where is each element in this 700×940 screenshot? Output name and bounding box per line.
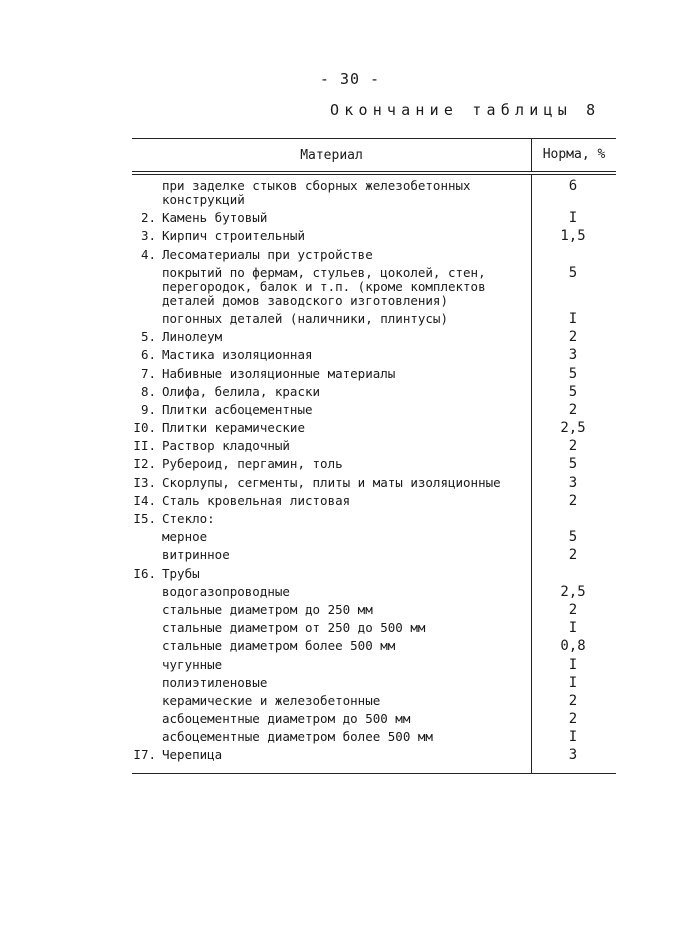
row-number: 3. xyxy=(140,228,156,244)
table-row xyxy=(132,658,616,672)
row-number xyxy=(132,658,162,672)
material-name: Стекло: xyxy=(162,511,215,526)
table-row xyxy=(132,694,616,708)
norm-value: 2,5 xyxy=(560,420,586,437)
material-name: асбоцементные диаметром до 500 мм xyxy=(162,711,411,727)
norm-value: I xyxy=(568,674,578,691)
material-name: Лесоматериалы при устройстве xyxy=(162,246,373,262)
material-name: полиэтиленовые xyxy=(162,674,268,690)
table-row xyxy=(132,512,616,526)
row-number: 8. xyxy=(140,383,156,399)
table-row xyxy=(132,179,616,207)
norm-value: 6 xyxy=(568,178,578,194)
table-row xyxy=(132,385,616,399)
table-header xyxy=(132,139,616,171)
table-caption: Окончание таблицы 8 xyxy=(330,101,601,119)
material-name: водогазопроводные xyxy=(162,583,290,599)
norm-value xyxy=(531,567,615,581)
material-name: асбоцементные диаметром более 500 мм xyxy=(162,729,433,745)
table-row xyxy=(132,494,616,508)
norm-value: 1,5 xyxy=(560,228,586,245)
table-row xyxy=(132,712,616,726)
row-number xyxy=(132,730,162,744)
material-name: Кирпич строительный xyxy=(162,228,305,244)
row-number xyxy=(132,639,162,653)
table-row xyxy=(132,312,616,326)
row-number xyxy=(132,312,162,326)
material-name: стальные диаметром более 500 мм xyxy=(162,638,396,654)
header-material: Материал xyxy=(300,147,363,163)
row-number xyxy=(132,548,162,562)
material-name: керамические и железобетонные xyxy=(162,692,381,708)
material-name: Плитки асбоцементные xyxy=(162,401,313,417)
material-name: Олифа, белила, краски xyxy=(162,383,321,399)
norm-value xyxy=(531,248,615,262)
table-row xyxy=(132,457,616,471)
table-row xyxy=(132,229,616,243)
norm-value: 3 xyxy=(568,747,578,764)
table-row xyxy=(132,548,616,562)
row-number: 2. xyxy=(140,210,156,226)
table-row xyxy=(132,421,616,435)
row-number: II. xyxy=(133,438,156,454)
norm-value: 2 xyxy=(568,547,578,564)
material-name: Набивные изоляционные материалы xyxy=(162,365,396,381)
row-number xyxy=(132,676,162,690)
table-row xyxy=(132,748,616,762)
norm-value xyxy=(531,512,615,526)
row-number: I6. xyxy=(133,565,156,581)
table-row xyxy=(132,211,616,225)
material-name: Линолеум xyxy=(162,329,223,345)
table-bottom-rule xyxy=(132,773,616,774)
table-row xyxy=(132,348,616,362)
row-number xyxy=(132,530,162,544)
material-name: витринное xyxy=(162,547,230,563)
row-number: I7. xyxy=(133,747,156,763)
norm-value: 2 xyxy=(568,401,578,418)
norm-value: 5 xyxy=(568,456,578,473)
table-row xyxy=(132,439,616,453)
material-name: Трубы xyxy=(162,565,200,581)
table-row xyxy=(132,266,616,308)
material-name: погонных деталей (наличники, плинтусы) xyxy=(162,310,448,326)
material-name: стальные диаметром от 250 до 500 мм xyxy=(162,620,426,636)
header-norm: Норма, % xyxy=(531,139,616,171)
table-row xyxy=(132,585,616,599)
material-name: покрытий по фермам, стульев, цоколей, стен, перегородок, балок и т.п. (кроме комплектов деталей домов заводского изготовления) xyxy=(162,264,486,308)
row-number: I0. xyxy=(133,420,156,436)
norm-value: 2 xyxy=(568,711,578,728)
norm-value: 0,8 xyxy=(560,638,586,655)
material-name: мерное xyxy=(162,529,208,545)
material-name: при заделке стыков сборных железобетонных конструкций xyxy=(162,178,471,207)
table-row xyxy=(132,330,616,344)
material-name: Черепица xyxy=(162,747,223,763)
norm-value: 2,5 xyxy=(560,583,586,600)
row-number xyxy=(132,694,162,708)
material-name: Камень бутовый xyxy=(162,210,268,226)
table-row xyxy=(132,248,616,262)
table-body xyxy=(132,175,616,773)
norm-value: 2 xyxy=(568,492,578,509)
norm-value: I xyxy=(568,310,578,327)
norm-value: 5 xyxy=(568,383,578,400)
row-number: I5. xyxy=(133,511,156,526)
table-row xyxy=(132,603,616,617)
row-number: 5. xyxy=(140,329,156,345)
table-row xyxy=(132,367,616,381)
norm-value: 2 xyxy=(568,438,578,455)
row-number: 7. xyxy=(140,365,156,381)
material-name: Скорлупы, сегменты, плиты и маты изоляционные xyxy=(162,474,501,490)
norm-value: 5 xyxy=(568,264,578,281)
row-number: I3. xyxy=(133,474,156,490)
norm-value: 2 xyxy=(568,329,578,346)
table-row xyxy=(132,403,616,417)
norm-value: 3 xyxy=(568,474,578,491)
norm-value: I xyxy=(568,729,578,746)
norm-value: I xyxy=(568,210,578,227)
norm-value: 2 xyxy=(568,692,578,709)
norm-value: I xyxy=(568,620,578,637)
material-name: Раствор кладочный xyxy=(162,438,290,454)
row-number xyxy=(132,585,162,599)
row-number xyxy=(132,603,162,617)
table-row xyxy=(132,567,616,581)
table-row xyxy=(132,676,616,690)
row-number: 4. xyxy=(140,246,156,262)
row-number xyxy=(132,621,162,635)
row-number xyxy=(132,266,162,308)
norm-value: 5 xyxy=(568,365,578,382)
material-name: Сталь кровельная листовая xyxy=(162,492,351,508)
norms-table xyxy=(132,138,616,774)
norm-value: 5 xyxy=(568,529,578,546)
row-number xyxy=(132,179,162,207)
row-number: I2. xyxy=(133,456,156,472)
material-name: стальные диаметром до 250 мм xyxy=(162,601,373,617)
row-number: 6. xyxy=(140,347,156,363)
row-number: 9. xyxy=(140,401,156,417)
material-name: чугунные xyxy=(162,656,223,672)
material-name: Рубероид, пергамин, толь xyxy=(162,456,343,472)
material-name: Плитки керамические xyxy=(162,420,305,436)
table-row xyxy=(132,621,616,635)
row-number: I4. xyxy=(133,492,156,508)
norm-value: 2 xyxy=(568,601,578,618)
table-row xyxy=(132,530,616,544)
page-number: - 30 - xyxy=(319,70,381,88)
table-row xyxy=(132,476,616,490)
table-row xyxy=(132,639,616,653)
norm-value: 3 xyxy=(568,347,578,364)
row-number xyxy=(132,712,162,726)
norm-value: I xyxy=(568,656,578,673)
table-row xyxy=(132,730,616,744)
material-name: Мастика изоляционная xyxy=(162,347,313,363)
